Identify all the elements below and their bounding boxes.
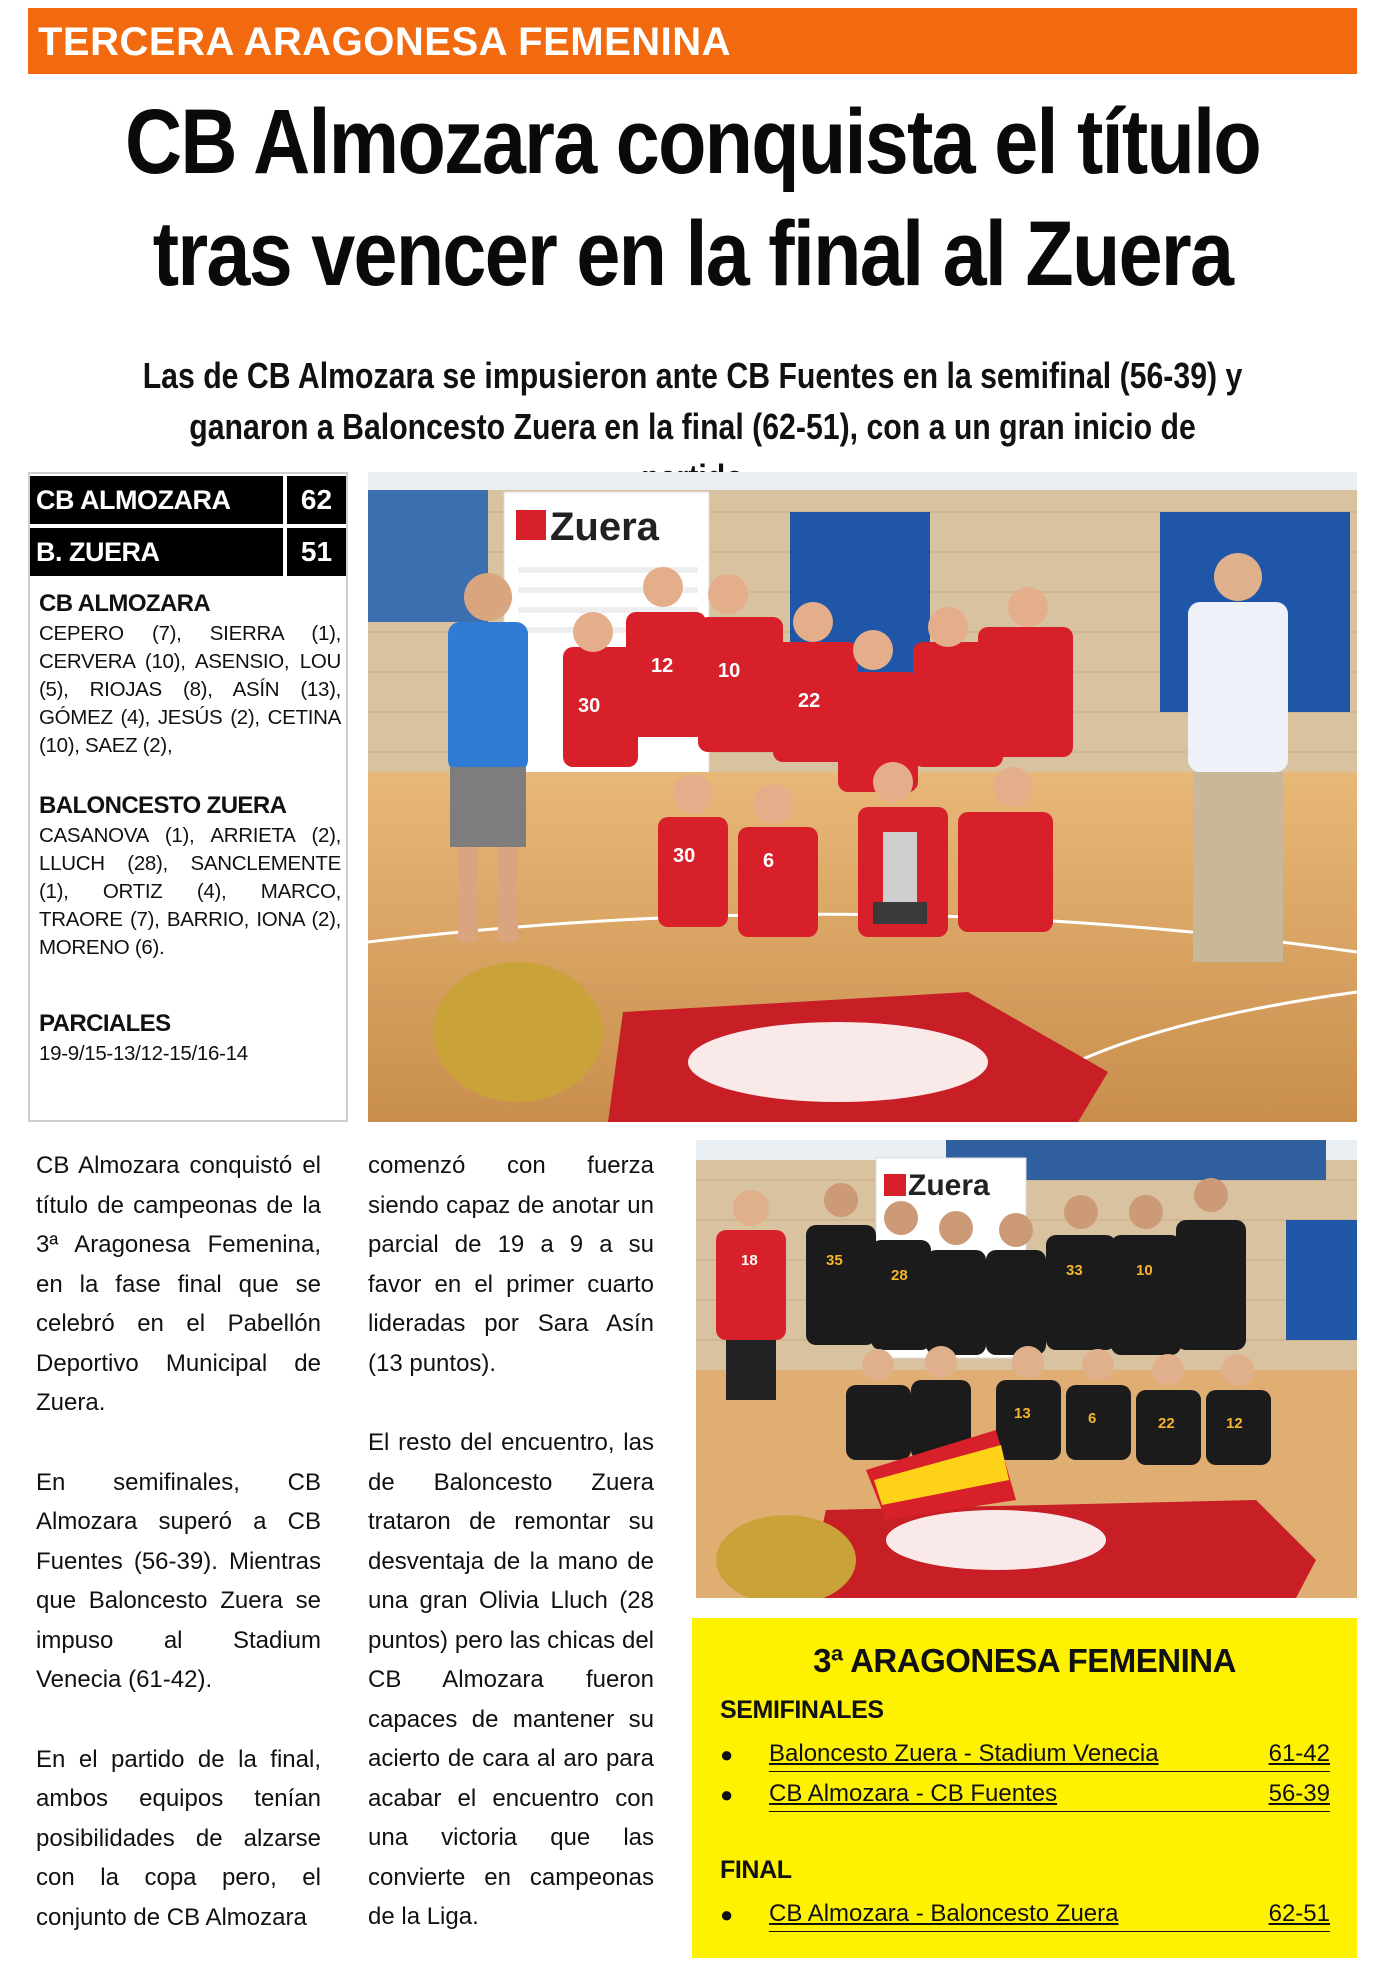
results-title: 3ª ARAGONESA FEMENINA [813,1642,1236,1679]
photo-runners-up [696,1140,1357,1598]
result-underline [769,1931,1330,1932]
result-match: CB Almozara - CB Fuentes [769,1780,1058,1807]
bullet-icon: ● [720,1902,734,1927]
headline-line-1: CB Almozara conquista el título [124,91,1261,193]
article-paragraph: comenzó con fuerza siendo capaz de anotar un parcial de 19 a 9 a su favor en el primer cuarto lideradas por Sara Asín (13 puntos). [368,1152,654,1377]
jersey-number: 6 [763,850,775,872]
article-paragraph: En semifinales, CB Almozara superó a CB Fuentes (56-39). Mientras que Baloncesto Zuera se impuso al Stadium Venecia (61-42). [36,1468,321,1693]
subtitle-line-2: ganaron a Baloncesto Zuera en la final (62-51), con a un gran inicio de [189,406,1196,447]
team2-heading: BALONCESTO ZUERA [39,792,287,819]
article-paragraph: En el partido de la final, ambos equipos tenían posibilidades de alzarse con la copa pero, el conjunto de CB Almozara [36,1745,321,1931]
result-row [720,1780,1330,1816]
result-underline [769,1771,1330,1772]
jersey-number: 22 [1158,1415,1175,1432]
result-match: Baloncesto Zuera - Stadium Venecia [769,1740,1159,1767]
article-paragraph: El resto del encuentro, las de Baloncesto Zuera trataron de remontar su desventaja de la mano de una gran Olivia Lluch (28 puntos) pero las chicas del CB Almozara fueron capaces de mantener su acierto de cara al aro para acabar el encuentro con una victoria que las convierte en campeonas de la Liga. [368,1429,654,1930]
results-box [692,1618,1357,1958]
jersey-number: 30 [578,695,601,717]
article-column-2 [368,1146,654,1977]
bullet-icon: ● [720,1742,734,1767]
result-score: 56-39 [1268,1780,1330,1807]
section-banner [28,8,1357,74]
result-row [720,1900,1330,1936]
jersey-number: 13 [1014,1405,1031,1422]
jersey-number: 35 [826,1252,843,1269]
section-label: TERCERA ARAGONESA FEMENINA [38,20,732,64]
photo-team-celebration [368,472,1357,1122]
jersey-number: 28 [891,1267,908,1284]
result-row [720,1740,1330,1776]
score-team: B. ZUERA [30,528,283,576]
result-underline [769,1811,1330,1812]
result-score: 62-51 [1268,1900,1330,1927]
score-row [30,528,346,576]
headline [28,86,1357,310]
scoreboard-box [28,472,348,1122]
semifinals-heading: SEMIFINALES [720,1696,884,1724]
jersey-number: 6 [1088,1410,1097,1427]
team1-players: CEPERO (7), SIERRA (1), CERVERA (10), ASENSIO, LOU (5), RIOJAS (8), ASÍN (13), GÓMEZ (4), JESÚS (2), CETINA (10), SAEZ (2), [39,622,341,757]
score-row [30,476,346,524]
result-match: CB Almozara - Baloncesto Zuera [769,1900,1119,1927]
jersey-number: 30 [673,845,696,867]
article-column-1 [36,1146,321,1977]
jersey-number: 10 [718,660,741,682]
jersey-number: 12 [651,655,674,677]
jersey-number: 12 [1226,1415,1243,1432]
score-team: CB ALMOZARA [30,476,283,524]
bullet-icon: ● [720,1782,734,1807]
banner-sponsor-text: Zuera [550,505,659,549]
banner-sponsor-text: Zuera [908,1169,990,1202]
jersey-number: 10 [1136,1262,1153,1279]
score-points: 62 [287,476,346,524]
jersey-number: 18 [741,1252,758,1269]
team1-heading: CB ALMOZARA [39,590,211,617]
headline-line-2: tras vencer en la final al Zuera [152,203,1233,305]
partials-heading: PARCIALES [39,1010,171,1037]
final-heading: FINAL [720,1856,792,1884]
score-points: 51 [287,528,346,576]
team2-players: CASANOVA (1), ARRIETA (2), LLUCH (28), SANCLEMENTE (1), ORTIZ (4), MARCO, TRAORE (7), BARRIO, IONA (2), MORENO (6). [39,824,341,959]
partials-values: 19-9/15-13/12-15/16-14 [39,1042,248,1065]
subtitle-line-1: Las de CB Almozara se impusieron ante CB Fuentes en la semifinal (56-39) y [142,355,1243,396]
jersey-number: 22 [798,690,821,712]
jersey-number: 33 [1066,1262,1083,1279]
result-score: 61-42 [1268,1740,1330,1767]
article-paragraph: CB Almozara conquistó el título de campeonas de la 3ª Aragonesa Femenina, en la fase final que se celebró en el Pabellón Deportivo Municipal de Zuera. [36,1152,321,1416]
